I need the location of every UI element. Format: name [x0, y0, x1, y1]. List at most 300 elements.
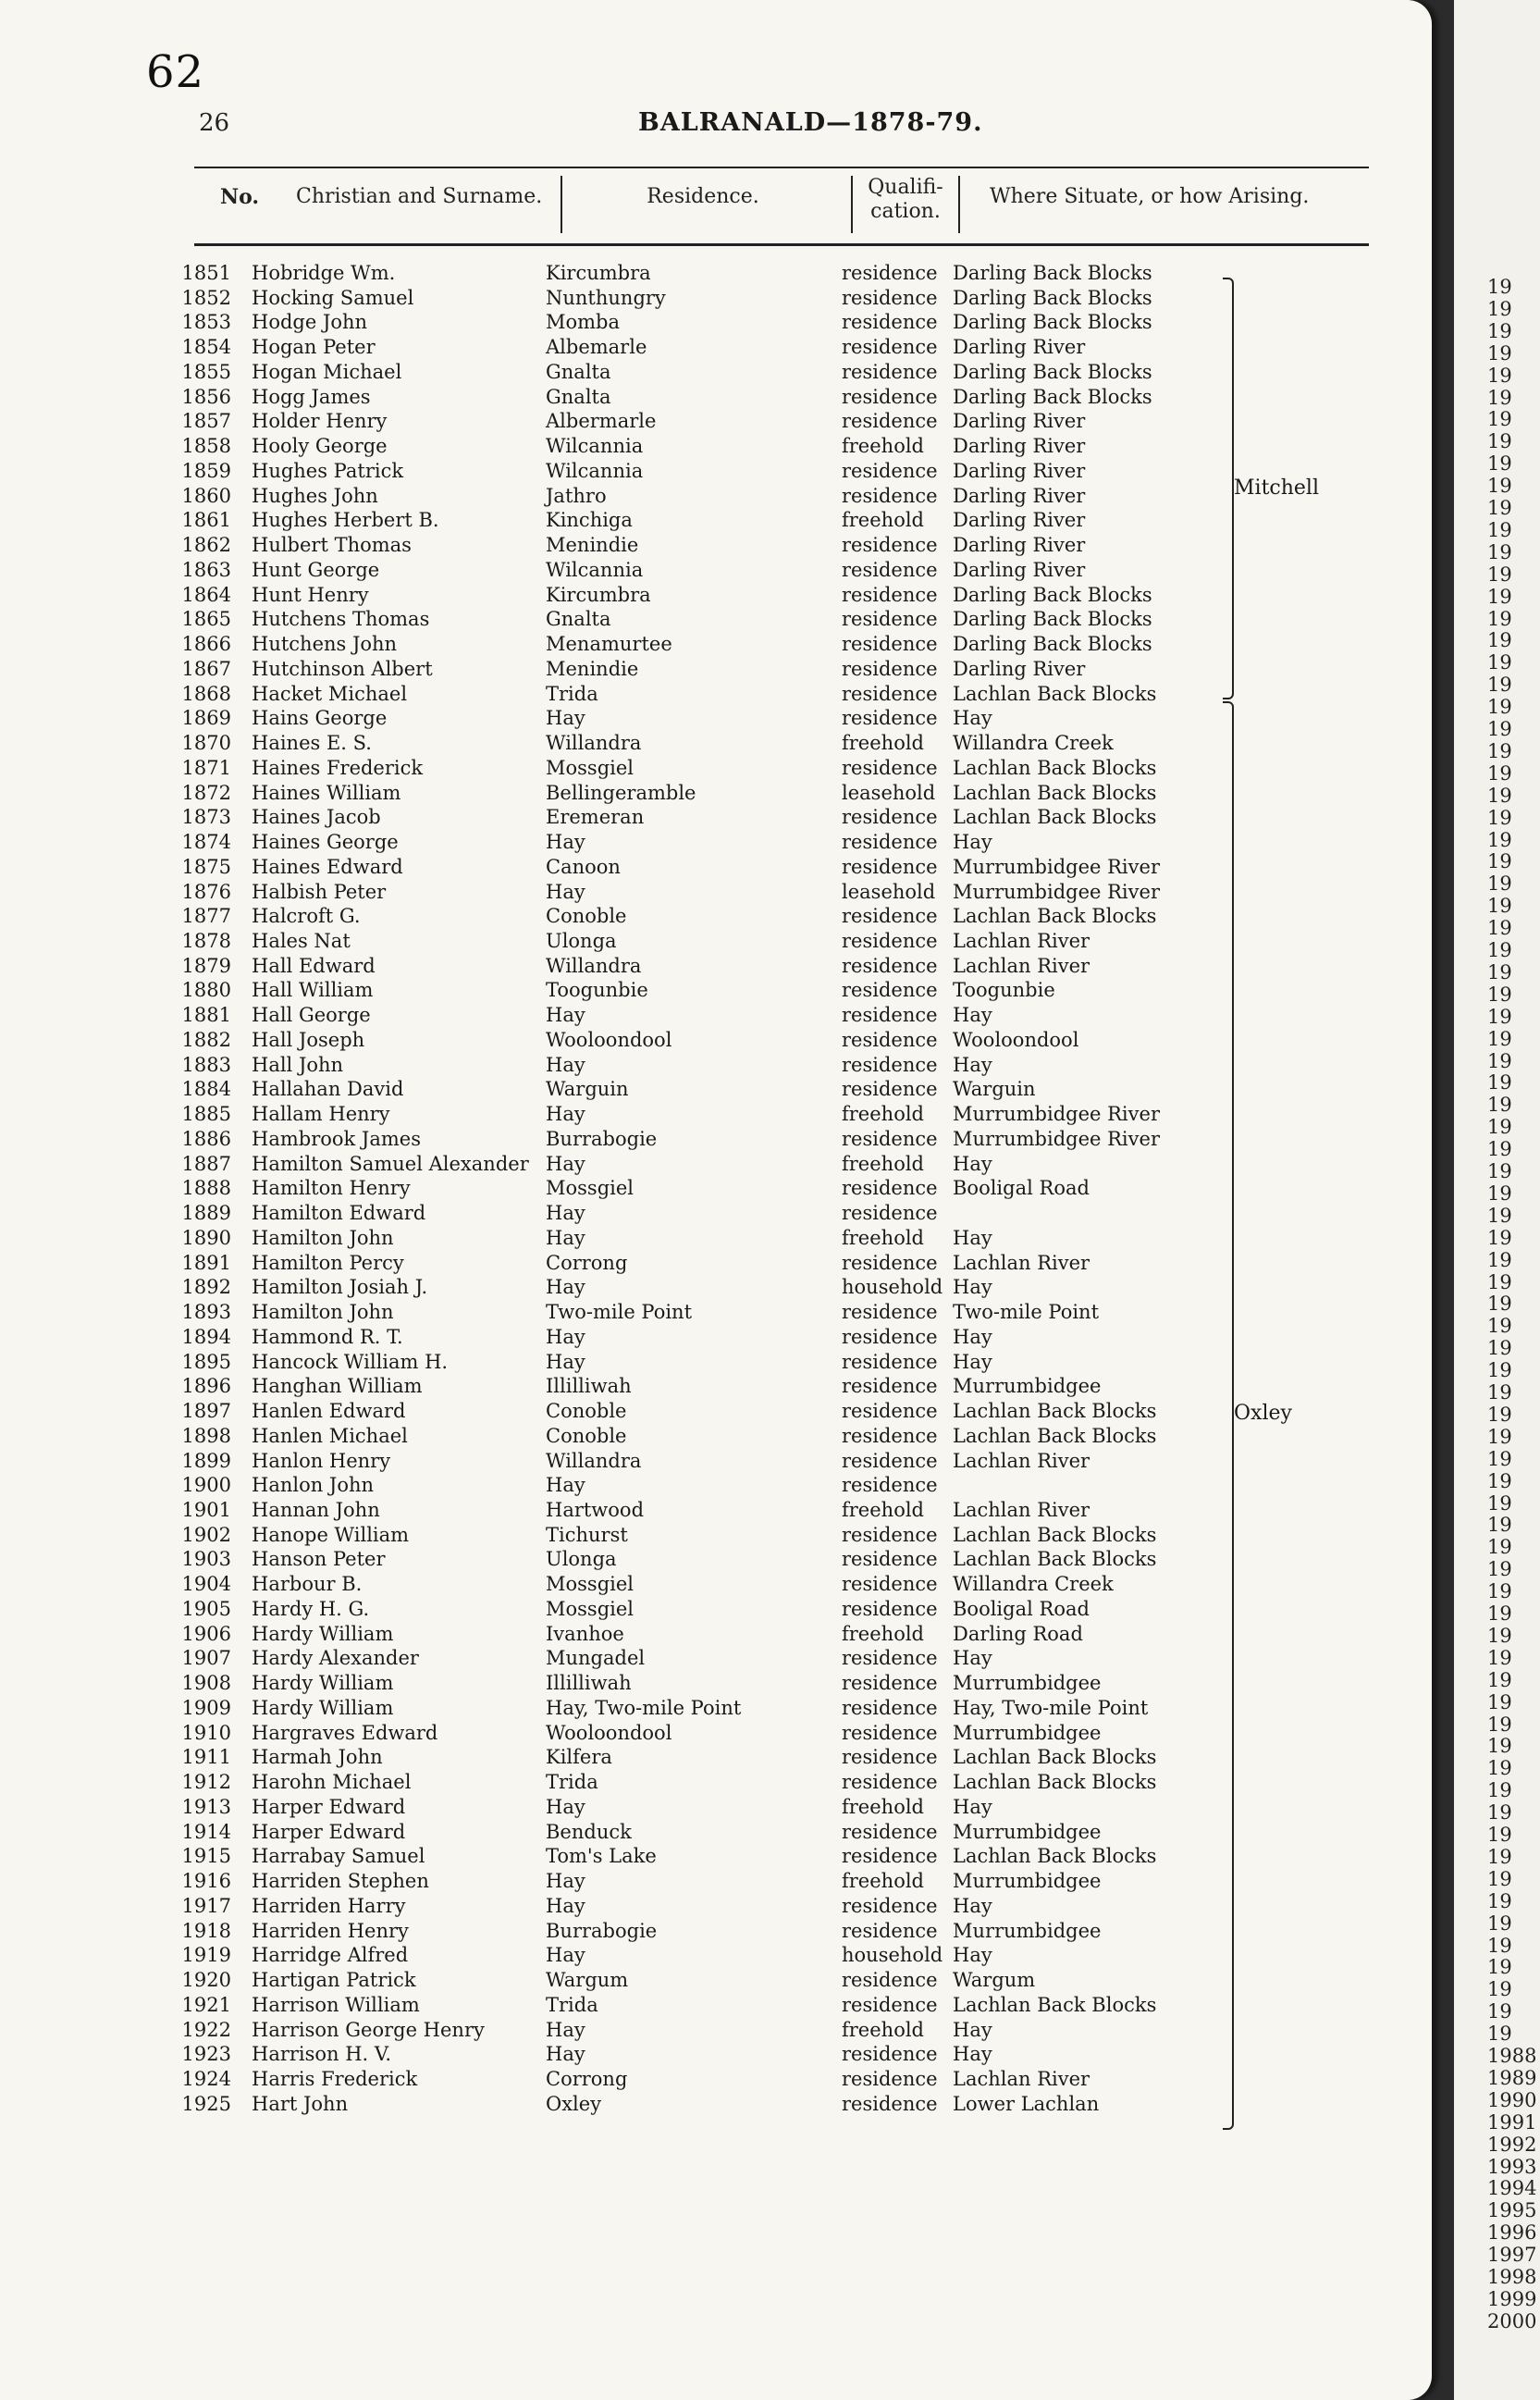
- entry-name: Hammond R. T.: [252, 1325, 403, 1348]
- adjacent-entry-number: 19: [1487, 1580, 1512, 1603]
- entry-residence: Hay: [546, 1894, 585, 1917]
- adjacent-entry-number: 1989: [1487, 2066, 1537, 2089]
- entry-qualification: residence: [842, 657, 938, 680]
- adjacent-entry-number: 1990: [1487, 2088, 1537, 2111]
- entry-name: Halbish Peter: [252, 880, 387, 903]
- table-row: [0, 954, 1432, 979]
- table-row: [0, 558, 1432, 583]
- entry-number: 1876: [181, 880, 231, 903]
- table-row: [0, 459, 1432, 484]
- adjacent-entry-number: 19: [1487, 585, 1512, 608]
- entry-number: 1881: [181, 1004, 231, 1027]
- entry-where: Murrumbidgee: [953, 1820, 1102, 1843]
- entry-where: Darling Road: [953, 1622, 1083, 1645]
- table-row: [0, 2092, 1432, 2117]
- entry-number: 1863: [181, 558, 231, 581]
- adjacent-entry-number: 19: [1487, 497, 1512, 519]
- page-number: 26: [199, 109, 230, 137]
- entry-where: Hay: [953, 831, 992, 854]
- adjacent-entry-number: 19: [1487, 475, 1512, 498]
- adjacent-entry-number: 19: [1487, 784, 1512, 807]
- entry-qualification: residence: [842, 1400, 938, 1423]
- entry-name: Harrison George Henry: [252, 2018, 485, 2041]
- entry-where: Darling River: [953, 484, 1086, 507]
- entry-qualification: residence: [842, 929, 938, 952]
- entry-residence: Trida: [546, 682, 598, 705]
- entry-number: 1904: [181, 1573, 231, 1596]
- entry-number: 1897: [181, 1400, 231, 1423]
- entry-name: Hodge John: [252, 311, 368, 334]
- entry-number: 1875: [181, 855, 231, 878]
- table-row: [0, 1547, 1432, 1572]
- entry-number: 1925: [181, 2092, 231, 2115]
- entry-name: Harmah John: [252, 1746, 383, 1769]
- entry-qualification: residence: [842, 1078, 938, 1101]
- adjacent-entry-number: 19: [1487, 1646, 1512, 1669]
- entry-name: Harriden Harry: [252, 1894, 406, 1917]
- entry-number: 1880: [181, 979, 231, 1002]
- entry-residence: Burrabogie: [546, 1127, 658, 1150]
- entry-name: Hains George: [252, 707, 388, 730]
- entry-qualification: freehold: [842, 1870, 924, 1893]
- entry-residence: Hay, Two-mile Point: [546, 1696, 742, 1719]
- table-row: [0, 731, 1432, 756]
- entry-name: Hamilton John: [252, 1226, 394, 1249]
- entry-where: Murrumbidgee River: [953, 880, 1160, 903]
- entry-residence: Willandra: [546, 954, 642, 977]
- adjacent-entry-number: 1992: [1487, 2133, 1537, 2156]
- entry-name: Hanlen Michael: [252, 1424, 408, 1447]
- entry-residence: Wilcannia: [546, 558, 644, 581]
- entry-qualification: residence: [842, 1523, 938, 1546]
- entry-qualification: residence: [842, 633, 938, 656]
- entry-qualification: residence: [842, 2043, 938, 2066]
- adjacent-entry-number: 19: [1487, 1138, 1512, 1161]
- entry-number: 1851: [181, 262, 231, 284]
- entry-number: 1887: [181, 1152, 231, 1175]
- entry-qualification: residence: [842, 360, 938, 383]
- entry-qualification: residence: [842, 1004, 938, 1027]
- entry-qualification: freehold: [842, 1226, 924, 1249]
- entry-where: Darling Back Blocks: [953, 286, 1152, 309]
- entry-number: 1911: [181, 1746, 231, 1769]
- entry-residence: Illilliwah: [546, 1375, 632, 1398]
- entry-name: Hanlon Henry: [252, 1449, 391, 1472]
- entry-name: Hanghan William: [252, 1375, 423, 1398]
- entry-name: Hunt Henry: [252, 583, 369, 606]
- entry-residence: Wooloondool: [546, 1028, 672, 1051]
- entry-residence: Tichurst: [546, 1523, 628, 1546]
- entry-name: Haines Frederick: [252, 756, 424, 779]
- entry-number: 1874: [181, 831, 231, 854]
- entry-where: Hay, Two-mile Point: [953, 1696, 1149, 1719]
- entry-qualification: residence: [842, 1820, 938, 1843]
- entry-residence: Trida: [546, 1993, 598, 2016]
- entry-name: Haines George: [252, 831, 399, 854]
- entry-residence: Corrong: [546, 2068, 628, 2091]
- adjacent-entry-number: 19: [1487, 297, 1512, 320]
- entry-residence: Wargum: [546, 1969, 629, 1992]
- entry-where: Lachlan River: [953, 1251, 1090, 1274]
- entry-qualification: freehold: [842, 435, 924, 458]
- entry-number: 1855: [181, 360, 231, 383]
- adjacent-entry-number: 19: [1487, 341, 1512, 365]
- entry-number: 1871: [181, 756, 231, 779]
- entry-where: Hay: [953, 1226, 992, 1249]
- entry-residence: Hay: [546, 1944, 585, 1967]
- table-row: [0, 929, 1432, 954]
- entry-where: Darling Back Blocks: [953, 633, 1152, 656]
- table-row: [0, 607, 1432, 632]
- entry-residence: Hay: [546, 1474, 585, 1497]
- entry-residence: Menamurtee: [546, 633, 672, 656]
- entry-number: 1884: [181, 1078, 231, 1101]
- table-row: [0, 2042, 1432, 2067]
- entry-number: 1896: [181, 1375, 231, 1398]
- entry-qualification: residence: [842, 954, 938, 977]
- entry-name: Hogan Peter: [252, 336, 376, 359]
- table-row: [0, 1894, 1432, 1919]
- entry-where: Lachlan Back Blocks: [953, 1424, 1157, 1447]
- entry-residence: Hartwood: [546, 1499, 645, 1521]
- entry-qualification: leasehold: [842, 781, 936, 804]
- entry-residence: Tom's Lake: [546, 1845, 657, 1868]
- entry-qualification: residence: [842, 1474, 938, 1497]
- entry-qualification: residence: [842, 608, 938, 631]
- entry-residence: Toogunbie: [546, 979, 648, 1002]
- entry-number: 1852: [181, 286, 231, 309]
- adjacent-entry-number: 19: [1487, 1602, 1512, 1625]
- adjacent-entry-number: 1991: [1487, 2110, 1537, 2134]
- entry-name: Harohn Michael: [252, 1771, 412, 1794]
- entry-residence: Hay: [546, 831, 585, 854]
- entry-number: 1889: [181, 1202, 231, 1225]
- entry-qualification: residence: [842, 1424, 938, 1447]
- table-row: [0, 1646, 1432, 1671]
- entry-number: 1921: [181, 1993, 231, 2016]
- adjacent-entry-number: 19: [1487, 1226, 1512, 1249]
- entry-qualification: residence: [842, 385, 938, 408]
- entry-number: 1877: [181, 905, 231, 928]
- adjacent-entry-number: 19: [1487, 739, 1512, 762]
- entry-number: 1901: [181, 1499, 231, 1521]
- entry-name: Hamilton Samuel Alexander: [252, 1152, 529, 1175]
- entry-name: Hall George: [252, 1004, 371, 1027]
- entry-name: Hardy William: [252, 1696, 394, 1719]
- entry-residence: Burrabogie: [546, 1919, 658, 1942]
- entry-residence: Oxley: [546, 2092, 602, 2115]
- entry-where: Murrumbidgee River: [953, 855, 1160, 878]
- entry-qualification: residence: [842, 1919, 938, 1942]
- entry-residence: Kilfera: [546, 1746, 612, 1769]
- entry-number: 1909: [181, 1696, 231, 1719]
- entry-residence: Menindie: [546, 657, 639, 680]
- adjacent-entry-number: 19: [1487, 850, 1512, 873]
- entry-where: Booligal Road: [953, 1597, 1090, 1620]
- table-row: [0, 978, 1432, 1003]
- entry-number: 1923: [181, 2043, 231, 2066]
- entry-number: 1891: [181, 1251, 231, 1274]
- entry-qualification: residence: [842, 1647, 938, 1670]
- entry-name: Hulbert Thomas: [252, 534, 412, 557]
- table-row: [0, 1275, 1432, 1300]
- entry-qualification: residence: [842, 1696, 938, 1719]
- adjacent-entry-number: 19: [1487, 629, 1512, 652]
- entry-where: Hay: [953, 1894, 992, 1917]
- entry-number: 1886: [181, 1127, 231, 1150]
- adjacent-entry-number: 19: [1487, 828, 1512, 851]
- entry-qualification: residence: [842, 707, 938, 730]
- entry-where: Wooloondool: [953, 1028, 1079, 1051]
- entry-number: 1885: [181, 1103, 231, 1126]
- entry-number: 1862: [181, 534, 231, 557]
- entry-qualification: residence: [842, 1202, 938, 1225]
- entry-name: Hunt George: [252, 558, 380, 581]
- entry-where: Toogunbie: [953, 979, 1055, 1002]
- entry-where: Lachlan River: [953, 954, 1090, 977]
- entry-residence: Hay: [546, 1276, 585, 1299]
- entry-name: Harriden Stephen: [252, 1870, 429, 1893]
- entry-residence: Hay: [546, 1053, 585, 1076]
- entry-where: Darling Back Blocks: [953, 583, 1152, 606]
- entry-number: 1869: [181, 707, 231, 730]
- entry-number: 1913: [181, 1795, 231, 1818]
- entry-qualification: freehold: [842, 1152, 924, 1175]
- entry-where: Warguin: [953, 1078, 1036, 1101]
- adjacent-entry-number: 1998: [1487, 2266, 1537, 2288]
- entry-where: Darling River: [953, 435, 1086, 458]
- entry-where: Darling River: [953, 558, 1086, 581]
- header-qualification: Qualifi- cation.: [868, 176, 943, 223]
- table-row: [0, 1028, 1432, 1053]
- entry-name: Harrabay Samuel: [252, 1845, 425, 1868]
- entry-number: 1878: [181, 929, 231, 952]
- entry-name: Harper Edward: [252, 1820, 406, 1843]
- entry-qualification: residence: [842, 1449, 938, 1472]
- entry-qualification: residence: [842, 1771, 938, 1794]
- entry-name: Hacket Michael: [252, 682, 408, 705]
- adjacent-entry-number: 19: [1487, 386, 1512, 409]
- entry-where: Lachlan Back Blocks: [953, 1771, 1157, 1794]
- entry-where: Lachlan Back Blocks: [953, 1993, 1157, 2016]
- adjacent-entry-number: 19: [1487, 1978, 1512, 2001]
- table-row: [0, 1325, 1432, 1350]
- table-row: [0, 1498, 1432, 1523]
- table-row: [0, 409, 1432, 434]
- entry-number: 1916: [181, 1870, 231, 1893]
- entry-qualification: residence: [842, 979, 938, 1002]
- entry-number: 1892: [181, 1276, 231, 1299]
- entry-number: 1864: [181, 583, 231, 606]
- table-row: [0, 1251, 1432, 1276]
- adjacent-entry-number: 19: [1487, 1293, 1512, 1316]
- adjacent-entry-number: 1988: [1487, 2045, 1537, 2067]
- entry-where: Lachlan Back Blocks: [953, 1400, 1157, 1423]
- entry-where: Darling Back Blocks: [953, 608, 1152, 631]
- entry-qualification: leasehold: [842, 880, 936, 903]
- entry-name: Hobridge Wm.: [252, 262, 396, 284]
- table-row: [0, 1919, 1432, 1944]
- entry-residence: Momba: [546, 311, 621, 334]
- entry-residence: Menindie: [546, 534, 639, 557]
- adjacent-entry-number: 19: [1487, 1094, 1512, 1117]
- entry-where: Lachlan River: [953, 2068, 1090, 2091]
- entry-qualification: freehold: [842, 1499, 924, 1521]
- adjacent-entry-number: 19: [1487, 983, 1512, 1006]
- entry-qualification: residence: [842, 2068, 938, 2091]
- entry-where: Hay: [953, 2018, 992, 2041]
- header-residence: Residence.: [647, 185, 759, 208]
- entry-number: 1865: [181, 608, 231, 631]
- entry-where: Lachlan Back Blocks: [953, 1845, 1157, 1868]
- entry-name: Hughes John: [252, 484, 378, 507]
- adjacent-entry-number: 1997: [1487, 2244, 1537, 2267]
- table-row: [0, 1176, 1432, 1201]
- entry-number: 1870: [181, 732, 231, 755]
- adjacent-entry-number: 19: [1487, 1867, 1512, 1890]
- entry-where: Lachlan Back Blocks: [953, 1523, 1157, 1546]
- entry-qualification: residence: [842, 1573, 938, 1596]
- entry-name: Hooly George: [252, 435, 388, 458]
- entry-residence: Bellingeramble: [546, 781, 696, 804]
- entry-residence: Hay: [546, 1870, 585, 1893]
- entry-qualification: residence: [842, 1028, 938, 1051]
- entry-name: Harrison H. V.: [252, 2043, 392, 2066]
- entry-where: Murrumbidgee: [953, 1375, 1102, 1398]
- entry-name: Hutchens Thomas: [252, 608, 430, 631]
- entry-residence: Mossgiel: [546, 756, 634, 779]
- entry-qualification: residence: [842, 558, 938, 581]
- entry-name: Hardy William: [252, 1672, 394, 1695]
- entry-where: Hay: [953, 1795, 992, 1818]
- entry-qualification: freehold: [842, 1622, 924, 1645]
- entry-where: Hay: [953, 1647, 992, 1670]
- entry-qualification: residence: [842, 583, 938, 606]
- adjacent-entry-number: 19: [1487, 674, 1512, 697]
- entry-residence: Hay: [546, 1226, 585, 1249]
- entry-number: 1890: [181, 1226, 231, 1249]
- table-row: [0, 632, 1432, 657]
- adjacent-entry-number: 19: [1487, 806, 1512, 829]
- entry-qualification: residence: [842, 459, 938, 482]
- adjacent-entry-number: 19: [1487, 1181, 1512, 1205]
- table-row: [0, 1572, 1432, 1597]
- table-row: [0, 434, 1432, 459]
- entry-name: Hamilton Henry: [252, 1177, 411, 1200]
- table-row: [0, 1399, 1432, 1424]
- adjacent-entry-number: 19: [1487, 1911, 1512, 1935]
- header-divider: [851, 176, 853, 233]
- entry-name: Hocking Samuel: [252, 286, 414, 309]
- entry-name: Hanlon John: [252, 1474, 375, 1497]
- entry-residence: Gnalta: [546, 608, 611, 631]
- entry-qualification: freehold: [842, 2018, 924, 2041]
- entry-where: Darling Back Blocks: [953, 262, 1152, 284]
- entry-qualification: household: [842, 1944, 943, 1967]
- entry-where: Lachlan Back Blocks: [953, 806, 1157, 829]
- table-row: [0, 310, 1432, 335]
- entry-residence: Mossgiel: [546, 1597, 634, 1620]
- adjacent-entry-number: 19: [1487, 1713, 1512, 1736]
- adjacent-entry-number: 19: [1487, 1270, 1512, 1293]
- entry-number: 1868: [181, 682, 231, 705]
- entry-where: Darling River: [953, 459, 1086, 482]
- adjacent-entry-number: 19: [1487, 761, 1512, 785]
- entry-residence: Ulonga: [546, 1548, 617, 1571]
- entry-where: Hay: [953, 1325, 992, 1348]
- entry-name: Holder Henry: [252, 410, 388, 433]
- entry-residence: Ivanhoe: [546, 1622, 624, 1645]
- adjacent-entry-number: 19: [1487, 939, 1512, 961]
- adjacent-entry-number: 19: [1487, 651, 1512, 674]
- entry-where: Lachlan Back Blocks: [953, 756, 1157, 779]
- table-row: [0, 360, 1432, 385]
- entry-qualification: residence: [842, 534, 938, 557]
- entry-number: 1922: [181, 2018, 231, 2041]
- table-row: [0, 805, 1432, 830]
- entry-residence: Hay: [546, 1103, 585, 1126]
- table-row: [0, 1721, 1432, 1746]
- adjacent-entry-number: 19: [1487, 1071, 1512, 1095]
- adjacent-entry-number: 19: [1487, 518, 1512, 541]
- entry-qualification: residence: [842, 1672, 938, 1695]
- table-row: [0, 1226, 1432, 1251]
- table-row: [0, 1449, 1432, 1474]
- entry-name: Hutchens John: [252, 633, 398, 656]
- entry-number: 1919: [181, 1944, 231, 1967]
- entry-residence: Mossgiel: [546, 1573, 634, 1596]
- entry-residence: Hay: [546, 1350, 585, 1373]
- entry-where: Hay: [953, 1276, 992, 1299]
- adjacent-entry-number: 19: [1487, 960, 1512, 984]
- entry-number: 1854: [181, 336, 231, 359]
- entry-name: Hogg James: [252, 385, 371, 408]
- entry-where: Booligal Road: [953, 1177, 1090, 1200]
- adjacent-entry-number: 19: [1487, 1668, 1512, 1691]
- entry-qualification: residence: [842, 1746, 938, 1769]
- adjacent-entry-number: 19: [1487, 1116, 1512, 1139]
- adjacent-entry-number: 19: [1487, 607, 1512, 630]
- entry-number: 1903: [181, 1548, 231, 1571]
- adjacent-page-edge: [1454, 0, 1540, 2400]
- entry-number: 1915: [181, 1845, 231, 1868]
- entry-number: 1879: [181, 954, 231, 977]
- entry-name: Hamilton John: [252, 1301, 394, 1324]
- entry-name: Hancock William H.: [252, 1350, 449, 1373]
- entry-number: 1910: [181, 1721, 231, 1744]
- entry-qualification: residence: [842, 1375, 938, 1398]
- entry-where: Darling River: [953, 336, 1086, 359]
- entry-qualification: residence: [842, 1053, 938, 1076]
- adjacent-entry-number: 19: [1487, 1934, 1512, 1957]
- entry-where: Hay: [953, 1053, 992, 1076]
- entry-residence: Albemarle: [546, 336, 647, 359]
- entry-name: Hales Nat: [252, 929, 351, 952]
- entry-qualification: residence: [842, 1894, 938, 1917]
- entry-number: 1872: [181, 781, 231, 804]
- entry-name: Haines Edward: [252, 855, 403, 878]
- adjacent-entry-number: 19: [1487, 540, 1512, 563]
- adjacent-entry-number: 19: [1487, 364, 1512, 387]
- page-title: BALRANALD—1878-79.: [638, 108, 983, 137]
- entry-where: Lachlan Back Blocks: [953, 1548, 1157, 1571]
- entry-name: Hardy H. G.: [252, 1597, 370, 1620]
- entry-residence: Willandra: [546, 732, 642, 755]
- header-rule-bottom: [194, 243, 1369, 246]
- entry-residence: Nunthungry: [546, 286, 666, 309]
- entry-where: Darling Back Blocks: [953, 311, 1152, 334]
- entry-qualification: residence: [842, 262, 938, 284]
